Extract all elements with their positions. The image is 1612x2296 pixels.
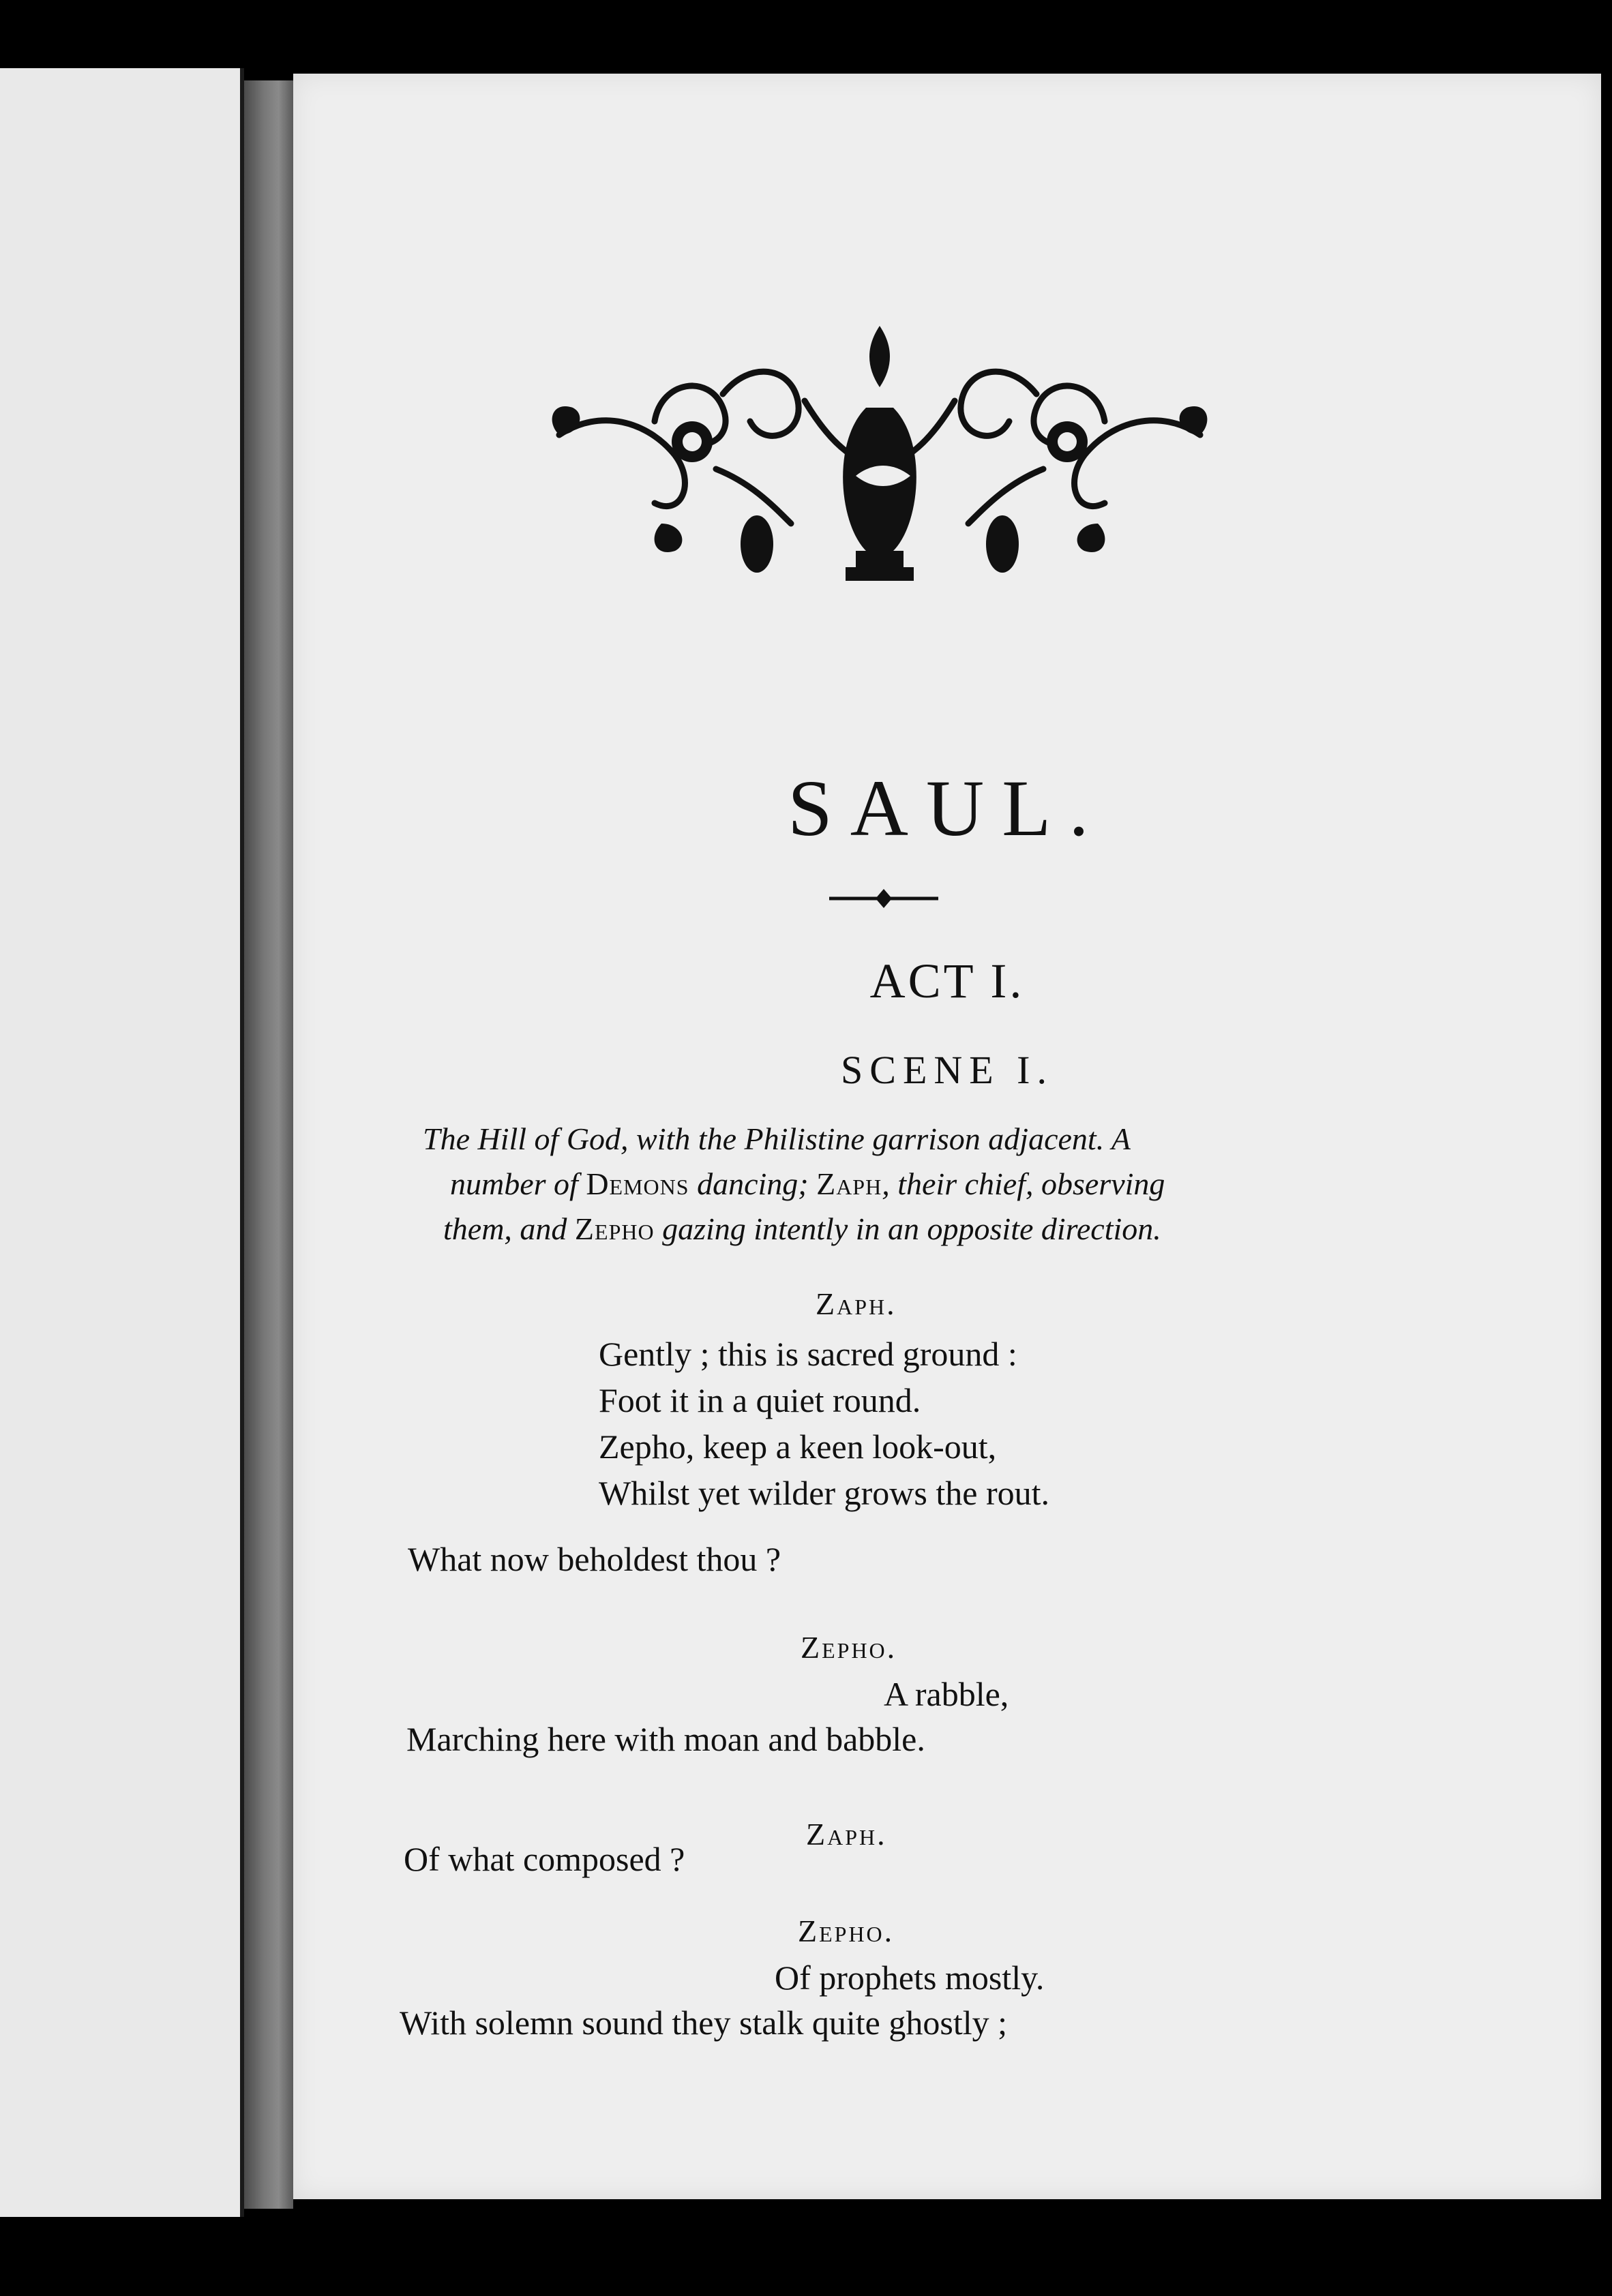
verse-line: Marching here with moan and babble. <box>406 1720 925 1758</box>
verse-line: Of what composed ? <box>404 1840 685 1878</box>
speaker-name: Zaph. <box>806 1817 887 1852</box>
speaker-name: Zepho. <box>798 1914 895 1948</box>
stage-line-3: them, and Zepho gazing intently in an opposite direction. <box>443 1211 1161 1246</box>
floral-urn-headpiece-icon <box>546 319 1214 660</box>
verse-line: A rabble, <box>884 1675 1009 1713</box>
stage-direction <box>293 1117 1165 1252</box>
act-heading: ACT I. <box>869 954 1025 1008</box>
scene-heading: SCENE I. <box>841 1048 1054 1092</box>
verse-line: What now beholdest thou ? <box>408 1540 781 1578</box>
book-page <box>293 74 1601 2199</box>
stage-line-1: The Hill of God, with the Philistine garrison adjacent. A <box>423 1121 1131 1156</box>
character-name: Zepho <box>574 1211 655 1246</box>
facing-page-edge <box>0 68 244 2217</box>
verse-line: Gently ; this is sacred ground : <box>599 1335 1017 1373</box>
verse-line: Foot it in a quiet round. <box>599 1381 921 1419</box>
stage-line-2: number of Demons dancing; Zaph, their chief, observing <box>450 1166 1165 1201</box>
verse-line: With solemn sound they stalk quite ghostly ; <box>400 2004 1007 2042</box>
verse-block <box>599 1331 1049 1516</box>
diamond-rule-icon <box>829 885 938 912</box>
character-name: Zaph <box>816 1166 882 1201</box>
verse-line: Zepho, keep a keen look-out, <box>599 1428 997 1466</box>
speaker-name: Zepho. <box>801 1630 897 1665</box>
speaker-name: Zaph. <box>816 1286 897 1321</box>
character-name: Demons <box>586 1166 689 1201</box>
play-title: SAUL. <box>788 764 1107 853</box>
book-gutter <box>244 80 293 2209</box>
verse-line: Of prophets mostly. <box>775 1959 1045 1997</box>
verse-line: Whilst yet wilder grows the rout. <box>599 1474 1049 1512</box>
